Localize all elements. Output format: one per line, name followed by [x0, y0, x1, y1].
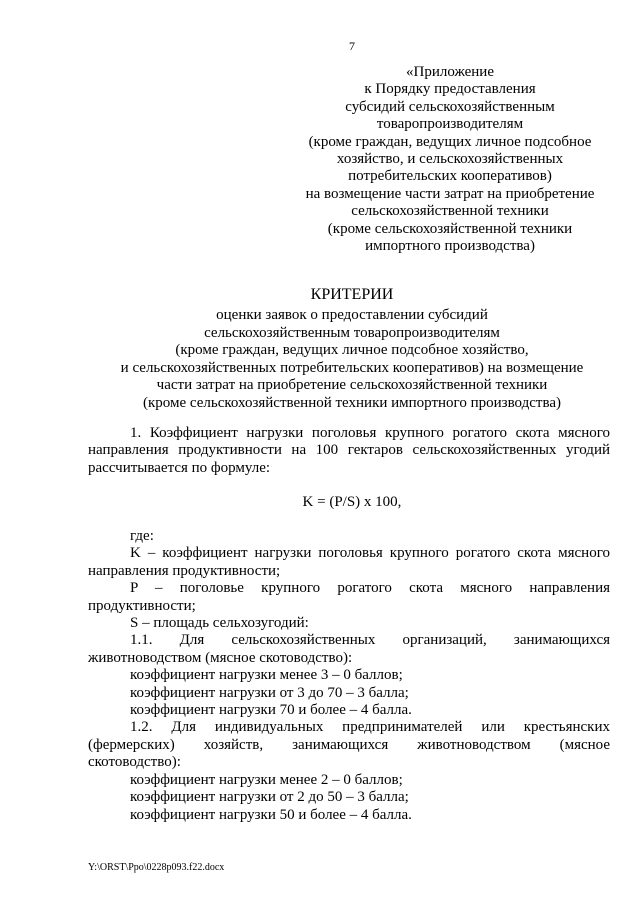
section-heading: 1.1. Для сельскохозяйственных организаций, занимающихся [130, 632, 610, 649]
appendix-line: импортного производства) [365, 238, 535, 255]
list-item: коэффициент нагрузки 50 и более – 4 балла. [130, 806, 412, 823]
subtitle-line: части затрат на приобретение сельскохозяйственной техники [156, 377, 548, 394]
page-number: 7 [349, 39, 355, 53]
where-label: где: [130, 528, 154, 544]
appendix-line: «Приложение [405, 64, 494, 80]
definition-line: K – коэффициент нагрузки поголовья крупного рогатого скота мясного [130, 545, 610, 562]
appendix-line: товаропроизводителям [376, 116, 524, 133]
formula: K = (P/S) x 100, [302, 494, 402, 510]
list-item: коэффициент нагрузки от 2 до 50 – 3 балла; [130, 789, 409, 806]
appendix-line: потребительских кооперативов) [348, 168, 552, 185]
list-item: коэффициент нагрузки 70 и более – 4 балла. [130, 702, 412, 719]
appendix-line: (кроме сельскохозяйственной техники [327, 220, 573, 237]
list-item: коэффициент нагрузки менее 3 – 0 баллов; [130, 667, 403, 684]
appendix-line: на возмещение части затрат на приобретение [305, 185, 595, 202]
section-line: скотоводство): [88, 754, 181, 771]
section-line: животноводством (мясное скотоводство): [88, 649, 353, 666]
list-item: коэффициент нагрузки от 3 до 70 – 3 балла; [130, 684, 409, 701]
appendix-line: сельскохозяйственной техники [351, 203, 549, 220]
list-item: коэффициент нагрузки менее 2 – 0 баллов; [130, 771, 403, 788]
definition-line: P – поголовье крупного рогатого скота мясного направления [130, 580, 610, 597]
definitions [88, 528, 610, 824]
document-subtitle [0, 307, 640, 413]
subtitle-line: (кроме сельскохозяйственной техники импортного производства) [142, 394, 561, 411]
document-title: КРИТЕРИИ [310, 286, 394, 303]
paragraph-line: 1. Коэффициент нагрузки поголовья крупного рогатого скота мясного [130, 425, 610, 441]
subtitle-line: и сельскохозяйственных потребительских кооперативов) на возмещение [120, 359, 584, 376]
appendix-line: к Порядку предоставления [364, 81, 536, 98]
paragraph-1 [88, 425, 610, 477]
paragraph-line: направления продуктивности на 100 гектаров сельскохозяйственных угодий [88, 442, 610, 459]
file-path-footer: Y:\ORST\Ppo\0228p093.f22.docx [88, 862, 225, 873]
section-heading: 1.2. Для индивидуальных предпринимателей или крестьянских [130, 719, 610, 736]
section-line: (фермерских) хозяйств, занимающихся животноводством (мясное [88, 736, 610, 753]
appendix-line: субсидий сельскохозяйственным [345, 98, 555, 115]
appendix-header [280, 64, 620, 255]
definition-line: S – площадь сельхозугодий: [130, 615, 309, 632]
definition-line: направления продуктивности; [88, 562, 281, 579]
subtitle-line: (кроме граждан, ведущих личное подсобное хозяйство, [175, 342, 529, 359]
appendix-line: (кроме граждан, ведущих личное подсобное [308, 133, 592, 150]
subtitle-line: сельскохозяйственным товаропроизводителям [204, 324, 500, 341]
subtitle-line: оценки заявок о предоставлении субсидий [216, 307, 488, 323]
paragraph-line: рассчитывается по формуле: [88, 459, 271, 476]
definition-line: продуктивности; [88, 597, 196, 614]
appendix-line: хозяйство, и сельскохозяйственных [336, 151, 564, 168]
